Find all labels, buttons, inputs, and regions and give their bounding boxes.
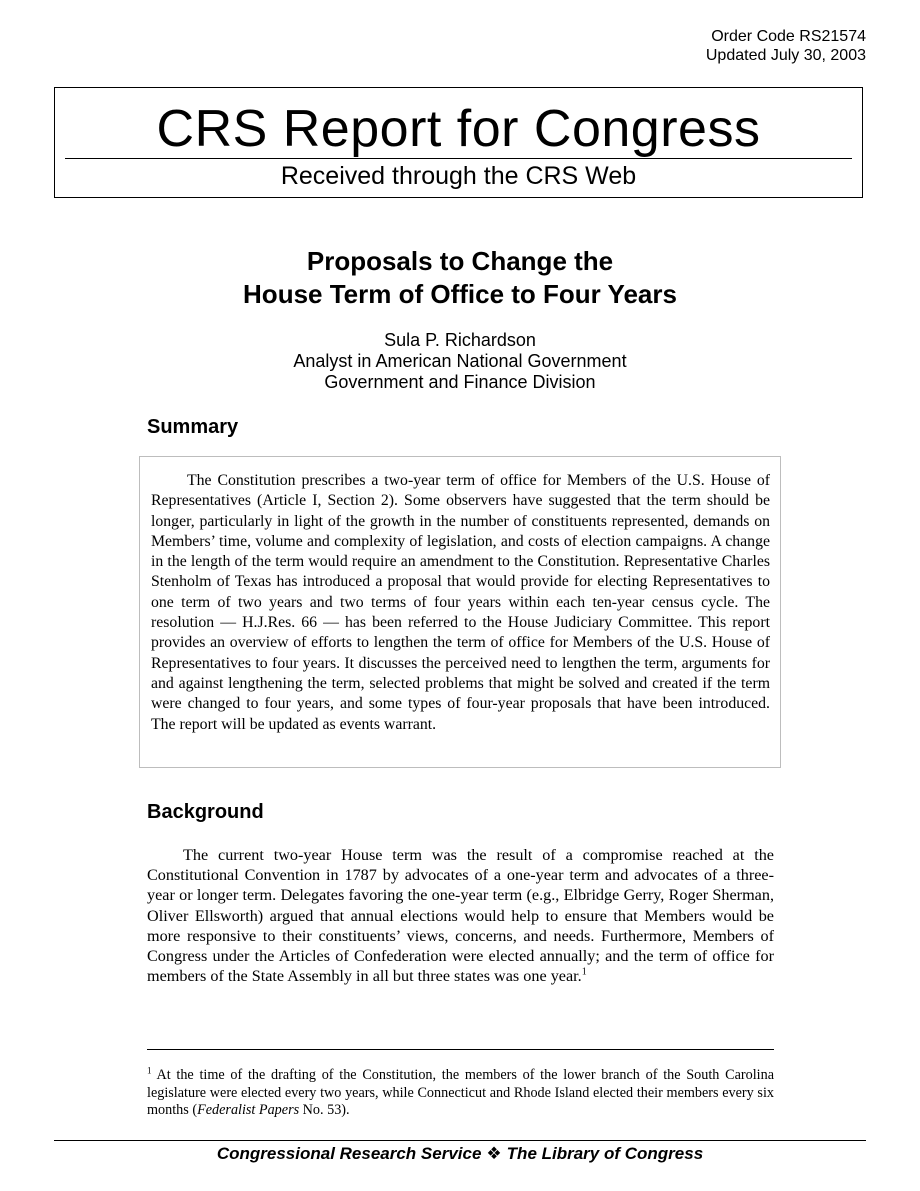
summary-text: The Constitution prescribes a two-year term of office for Members of the U.S. House of Representatives (Article I, Section 2). Some observers have suggested that the term should be longer, particularly in light of the growth in the number of constituents represented, demands on Members’ time, volume and complexity of legislation, and costs of election campaigns. A change in the length of the term would require an amendment to the Constitution. Representative Charles Stenholm of Texas has introduced a proposal that would provide for electing Representatives to one term of two years and two terms of four years within each ten-year census cycle. The resolution — H.J.Res. 66 — has been referred to the House Judiciary Committee. This report provides an overview of efforts to lengthen the term of office for Members of the U.S. House of Representatives to four years. It discusses the perceived need to lengthen the term, arguments for and against lengthening the term, selected problems that might be solved and created if the term were changed to four years, and some types of four-year proposals that have been introduced. The report will be updated as events warrant. — [151, 472, 770, 733]
background-text: The current two-year House term was the result of a compromise reached at the Constitutional Convention in 1787 by advocates of a one-year term and advocates of a three-year or longer term. Delegates favoring the one-year term (e.g., Elbridge Gerry, Roger Sherman, Oliver Ellsworth) argued that annual elections would help to ensure that Members would be more responsive to their constituents’ views, concerns, and needs. Furthermore, Members of Congress under the Articles of Confederation were elected annually; and the term of office for members of the State Assembly in all but three states was one year. — [147, 846, 774, 986]
diamond-separator-icon: ❖ — [486, 1144, 502, 1163]
author-title: Analyst in American National Government — [293, 351, 627, 371]
banner-subtitle: Received through the CRS Web — [280, 162, 637, 190]
summary-heading: Summary — [147, 416, 239, 438]
background-paragraph — [147, 845, 774, 986]
footnote-text-before: At the time of the drafting of the Constitution, the members of the lower branch of the South Carolina legislature were elected every two years, while Connecticut and Rhode Island elected their members every six months ( — [147, 1067, 774, 1119]
footnote-reference[interactable]: 1 — [581, 966, 587, 978]
author-block — [0, 330, 920, 393]
page-footer — [0, 1143, 920, 1165]
footer-rule — [54, 1140, 866, 1141]
summary-box — [139, 456, 781, 768]
background-section — [147, 845, 774, 986]
footnote-text-after: No. 53). — [299, 1102, 350, 1119]
report-title — [0, 245, 920, 311]
updated-date: Updated July 30, 2003 — [705, 47, 866, 64]
footnote-number: 1 — [147, 1065, 152, 1076]
footnote — [147, 1067, 774, 1120]
report-title-line-1: Proposals to Change the — [306, 246, 614, 276]
footnote-rule — [147, 1049, 774, 1050]
banner-rule — [65, 158, 852, 159]
author-division: Government and Finance Division — [324, 372, 596, 392]
footnote-paragraph — [147, 1067, 774, 1120]
background-heading: Background — [147, 801, 264, 823]
footer-crs: Congressional Research Service — [216, 1144, 482, 1163]
footnote-citation-title: Federalist Papers — [197, 1102, 300, 1119]
order-code-block — [706, 27, 866, 65]
crs-banner — [54, 87, 863, 198]
report-title-line-2: House Term of Office to Four Years — [243, 279, 677, 309]
footer-loc: The Library of Congress — [506, 1144, 704, 1163]
author-name: Sula P. Richardson — [384, 330, 536, 350]
order-code: Order Code RS21574 — [711, 28, 866, 45]
banner-title: CRS Report for Congress — [156, 100, 761, 158]
